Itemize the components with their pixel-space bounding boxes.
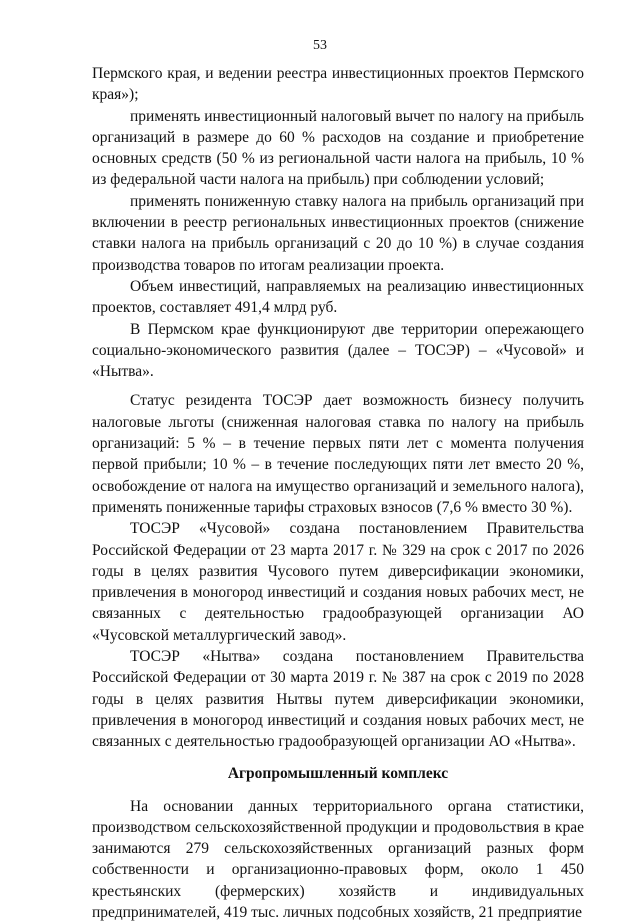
paragraph-reduced-tax-rate: применять пониженную ставку налога на прибыль организаций при включении в реестр региональных инвестиционных проектов (снижение ставки налога на прибыль организаций с 20 до 10 %) в случае создания производства товаров по итогам реализации проекта.	[92, 191, 584, 276]
page-number: 53	[0, 37, 640, 55]
paragraph-agro-statistics: На основании данных территориального органа статистики, производством сельскохозяйственной продукции и продовольствия в крае занимаются 279 сельскохозяйственных организаций разных форм собственности и организационно-правовых форм, около 1 450 крестьянских (фермерских) хозяйств и индивидуальных предпринимателей, 419 тыс. личных подсобных хозяйств, 21 предприятие	[92, 796, 584, 923]
section-heading: Агропромышленный комплекс	[92, 763, 584, 784]
paragraph-investment-tax-deduction: применять инвестиционный налоговый вычет по налогу на прибыль организаций в размере до 60 % расходов на создание и приобретение основных средств (50 % из региональной части налога на прибыль, 10 % из федеральной части налога на прибыль) при соблюдении условий;	[92, 106, 584, 191]
paragraph-investment-volume: Объем инвестиций, направляемых на реализацию инвестиционных проектов, составляет 491,4 млрд руб.	[92, 276, 584, 319]
document-body	[92, 63, 584, 923]
paragraph-tosed-territories: В Пермском крае функционируют две территории опережающего социально-экономического развития (далее – ТОСЭР) – «Чусовой» и «Нытва».	[92, 319, 584, 383]
paragraph-tosed-resident-status: Статус резидента ТОСЭР дает возможность бизнесу получить налоговые льготы (сниженная налоговая ставка по налогу на прибыль организаций: 5 % – в течение первых пяти лет с момента получения первой прибыли; 10 % – в течение последующих пяти лет вместо 20 %, освобождение от налога на имущество организаций и земельного налога), применять пониженные тарифы страховых взносов (7,6 % вместо 30 %).	[92, 390, 584, 518]
paragraph-continuation: Пермского края, и ведении реестра инвестиционных проектов Пермского края»);	[92, 63, 584, 106]
paragraph-tosed-chusovoy: ТОСЭР «Чусовой» создана постановлением Правительства Российской Федерации от 23 марта 2017 г. № 329 на срок с 2017 по 2026 годы в целях развития Чусового путем диверсификации экономики, привлечения в моногород инвестиций и создания новых рабочих мест, не связанных с деятельностью градообразующей организации АО «Чусовской металлургический завод».	[92, 518, 584, 646]
paragraph-tosed-nytva: ТОСЭР «Нытва» создана постановлением Правительства Российской Федерации от 30 марта 2019 г. № 387 на срок с 2019 по 2028 годы в целях развития Нытвы путем диверсификации экономики, привлечения в моногород инвестиций и создания новых рабочих мест, не связанных с деятельностью градообразующей организации АО «Нытва».	[92, 646, 584, 752]
